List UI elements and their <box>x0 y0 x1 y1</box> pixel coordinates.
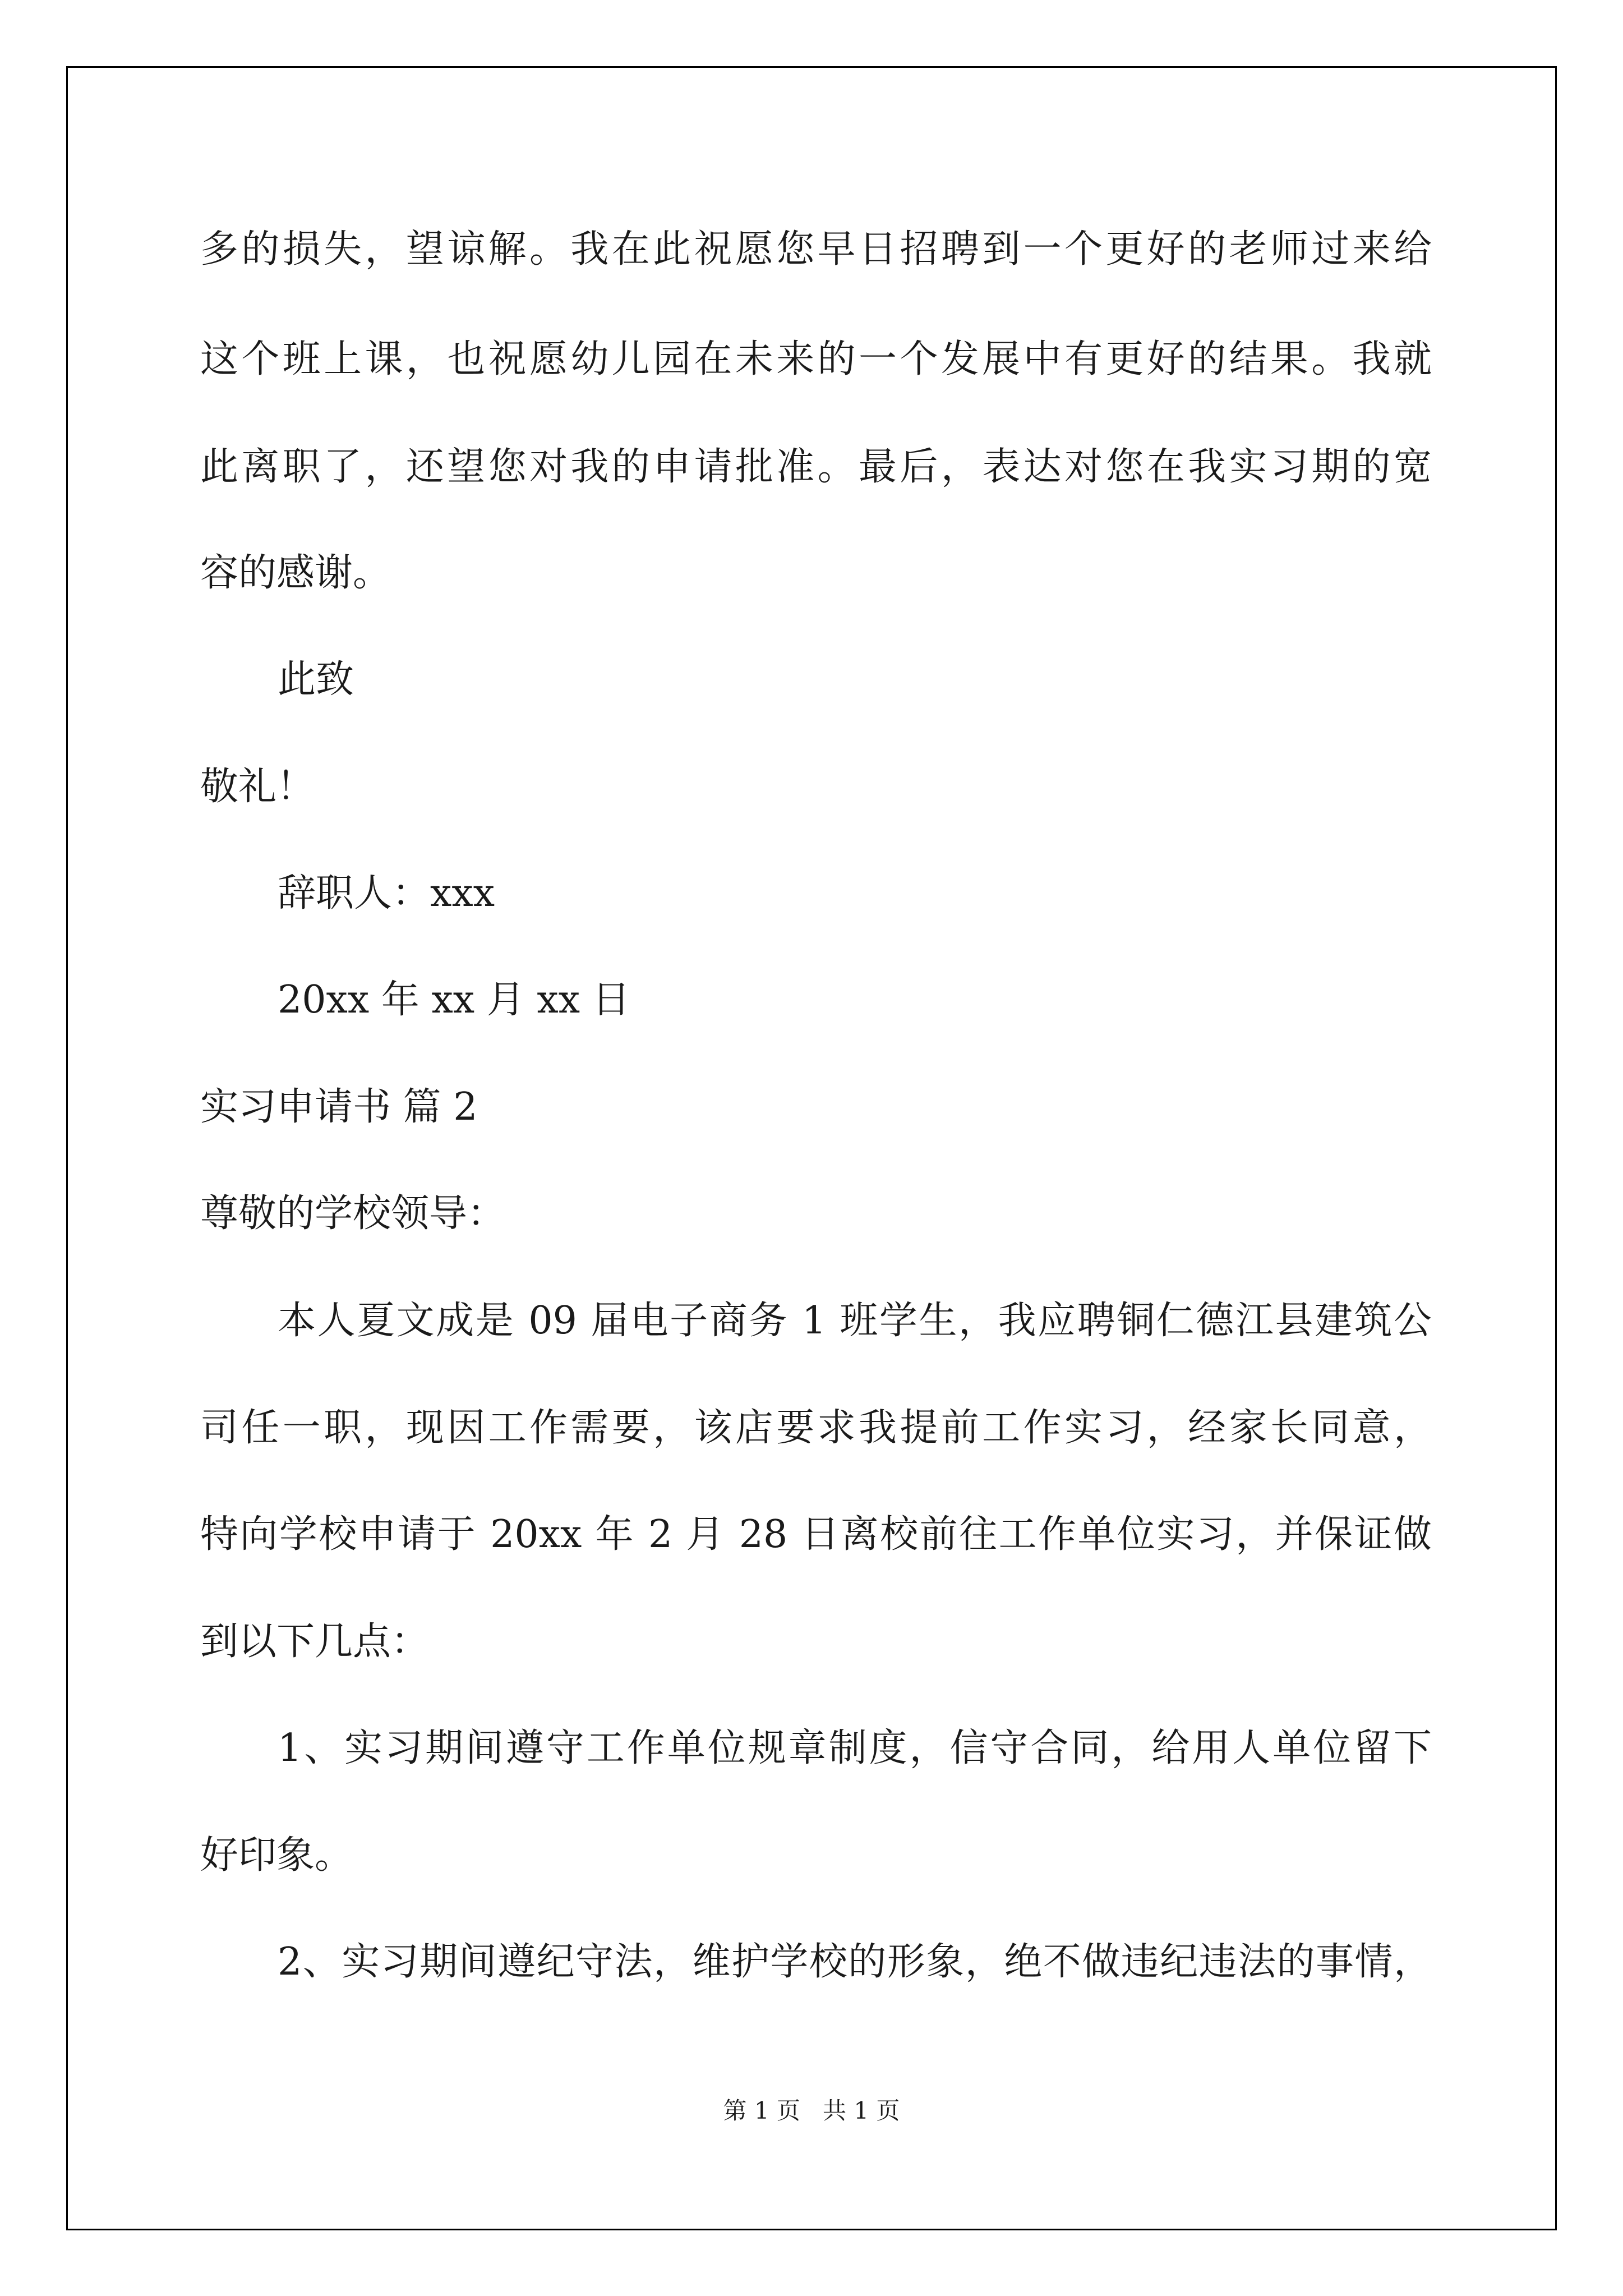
body-line-13: 特向学校申请于 20xx 年 2 月 28 日离校前往工作单位实习，并保证做 <box>200 1512 1432 1557</box>
signer-line: 辞职人：xxx <box>278 871 495 915</box>
list-item-2: 2、实习期间遵纪守法，维护学校的形象，绝不做违纪违法的事情， <box>278 1940 1432 1984</box>
body-line-11: 本人夏文成是 09 届电子商务 1 班学生，我应聘铜仁德江县建筑公 <box>278 1299 1432 1343</box>
body-line-3: 此离职了，还望您对我的申请批准。最后，表达对您在我实习期的宽 <box>200 445 1432 489</box>
page-frame <box>66 66 1557 2230</box>
body-line-1: 多的损失，望谅解。我在此祝愿您早日招聘到一个更好的老师过来给 <box>200 227 1432 272</box>
list-item-1-continued: 好印象。 <box>200 1833 353 1878</box>
date-line: 20xx 年 xx 月 xx 日 <box>278 978 630 1022</box>
greeting-line: 尊敬的学校领导： <box>200 1191 506 1236</box>
page-number-footer: 第 1 页 共 1 页 <box>723 2097 900 2124</box>
body-line-14: 到以下几点： <box>200 1619 430 1664</box>
body-line-4: 容的感谢。 <box>200 551 391 595</box>
body-line-12: 司任一职，现因工作需要，该店要求我提前工作实习，经家长同意， <box>200 1406 1432 1450</box>
section-heading: 实习申请书 篇 2 <box>200 1085 478 1129</box>
closing-respect: 敬礼！ <box>200 765 315 809</box>
list-item-1: 1、实习期间遵守工作单位规章制度，信守合同，给用人单位留下 <box>278 1726 1432 1770</box>
closing-salutation: 此致 <box>278 657 354 702</box>
body-line-2: 这个班上课，也祝愿幼儿园在未来的一个发展中有更好的结果。我就 <box>200 337 1432 381</box>
